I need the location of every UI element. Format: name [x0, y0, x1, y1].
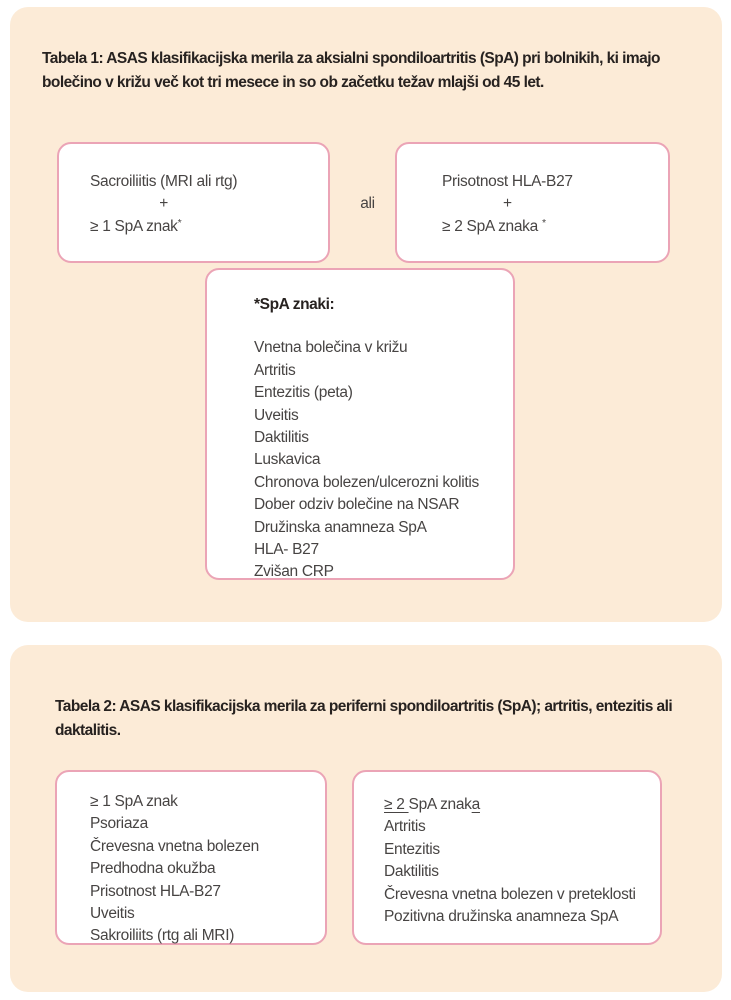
list-item: Uveitis — [254, 406, 299, 424]
one-spa-sign-box — [55, 770, 327, 945]
two-spa-signs-box — [352, 770, 662, 945]
list-item: Luskavica — [254, 451, 321, 469]
one-spa-sign-list — [90, 791, 317, 948]
or-connector-label: ali — [360, 195, 375, 212]
spa-signs-box — [205, 268, 515, 580]
sacroiliitis-criteria-box — [57, 142, 330, 263]
list-item: Družinska anamneza SpA — [254, 518, 427, 536]
plus-sign: + — [159, 195, 168, 213]
list-item: Entezitis — [384, 840, 440, 858]
table1-panel — [10, 7, 722, 622]
list-item: Črevesna vnetna bolezen — [90, 837, 259, 855]
list-item: ≥ 1 SpA znak — [90, 793, 178, 810]
spa-signs-heading: *SpA znaki: — [254, 296, 335, 313]
list-item: Predhodna okužba — [90, 860, 216, 878]
table2-heading: Tabela 2: ASAS klasifikacijska merila za periferni spondiloartritis (SpA); artritis, entezitis ali daktalitis. — [55, 698, 673, 739]
criteria-line: ≥ 2 SpA znaka * — [442, 216, 547, 235]
list-item: Dober odziv bolečine na NSAR — [254, 496, 460, 514]
asterisk-footnote-marker: * — [541, 216, 547, 229]
two-spa-signs-list — [384, 816, 652, 928]
two-spa-signs-title: ≥ 2 SpA znaka — [384, 796, 480, 813]
list-item: Entezitis (peta) — [254, 384, 353, 402]
table2-panel — [10, 645, 722, 992]
list-item: Prisotnost HLA-B27 — [90, 882, 221, 900]
criteria-line: ≥ 1 SpA znak* — [90, 216, 182, 235]
list-item: Artritis — [254, 361, 296, 379]
list-item: Zvišan CRP — [254, 563, 334, 581]
plus-sign: + — [502, 195, 512, 213]
list-item: Vnetna bolečina v križu — [254, 339, 408, 357]
list-item: Daktilitis — [254, 429, 309, 447]
hlab27-criteria-box — [395, 142, 670, 263]
list-item: Uveitis — [90, 905, 135, 923]
table1-heading: Tabela 1: ASAS klasifikacijska merila za aksialni spondiloartritis (SpA) pri bolnikih, ki imajo bolečino v križu več kot tri mesece in so ob začetku težav mlajši od 45 let. — [42, 50, 660, 91]
list-item: Sakroiliits (rtg ali MRI) — [90, 927, 235, 945]
list-item: Chronova bolezen/ulcerozni kolitis — [254, 473, 480, 491]
criteria-line: Prisotnost HLA-B27 — [442, 173, 573, 190]
criteria-line: Sacroiliitis (MRI ali rtg) — [90, 173, 238, 190]
list-item: Pozitivna družinska anamneza SpA — [384, 908, 619, 926]
list-item: Daktilitis — [384, 863, 439, 881]
list-item: Artritis — [384, 818, 426, 836]
list-item: Psoriaza — [90, 815, 148, 833]
asterisk-footnote-marker: * — [177, 216, 182, 229]
spa-signs-list — [254, 337, 503, 583]
list-item: HLA- B27 — [254, 541, 319, 559]
list-item: Črevesna vnetna bolezen v preteklosti — [384, 885, 636, 903]
